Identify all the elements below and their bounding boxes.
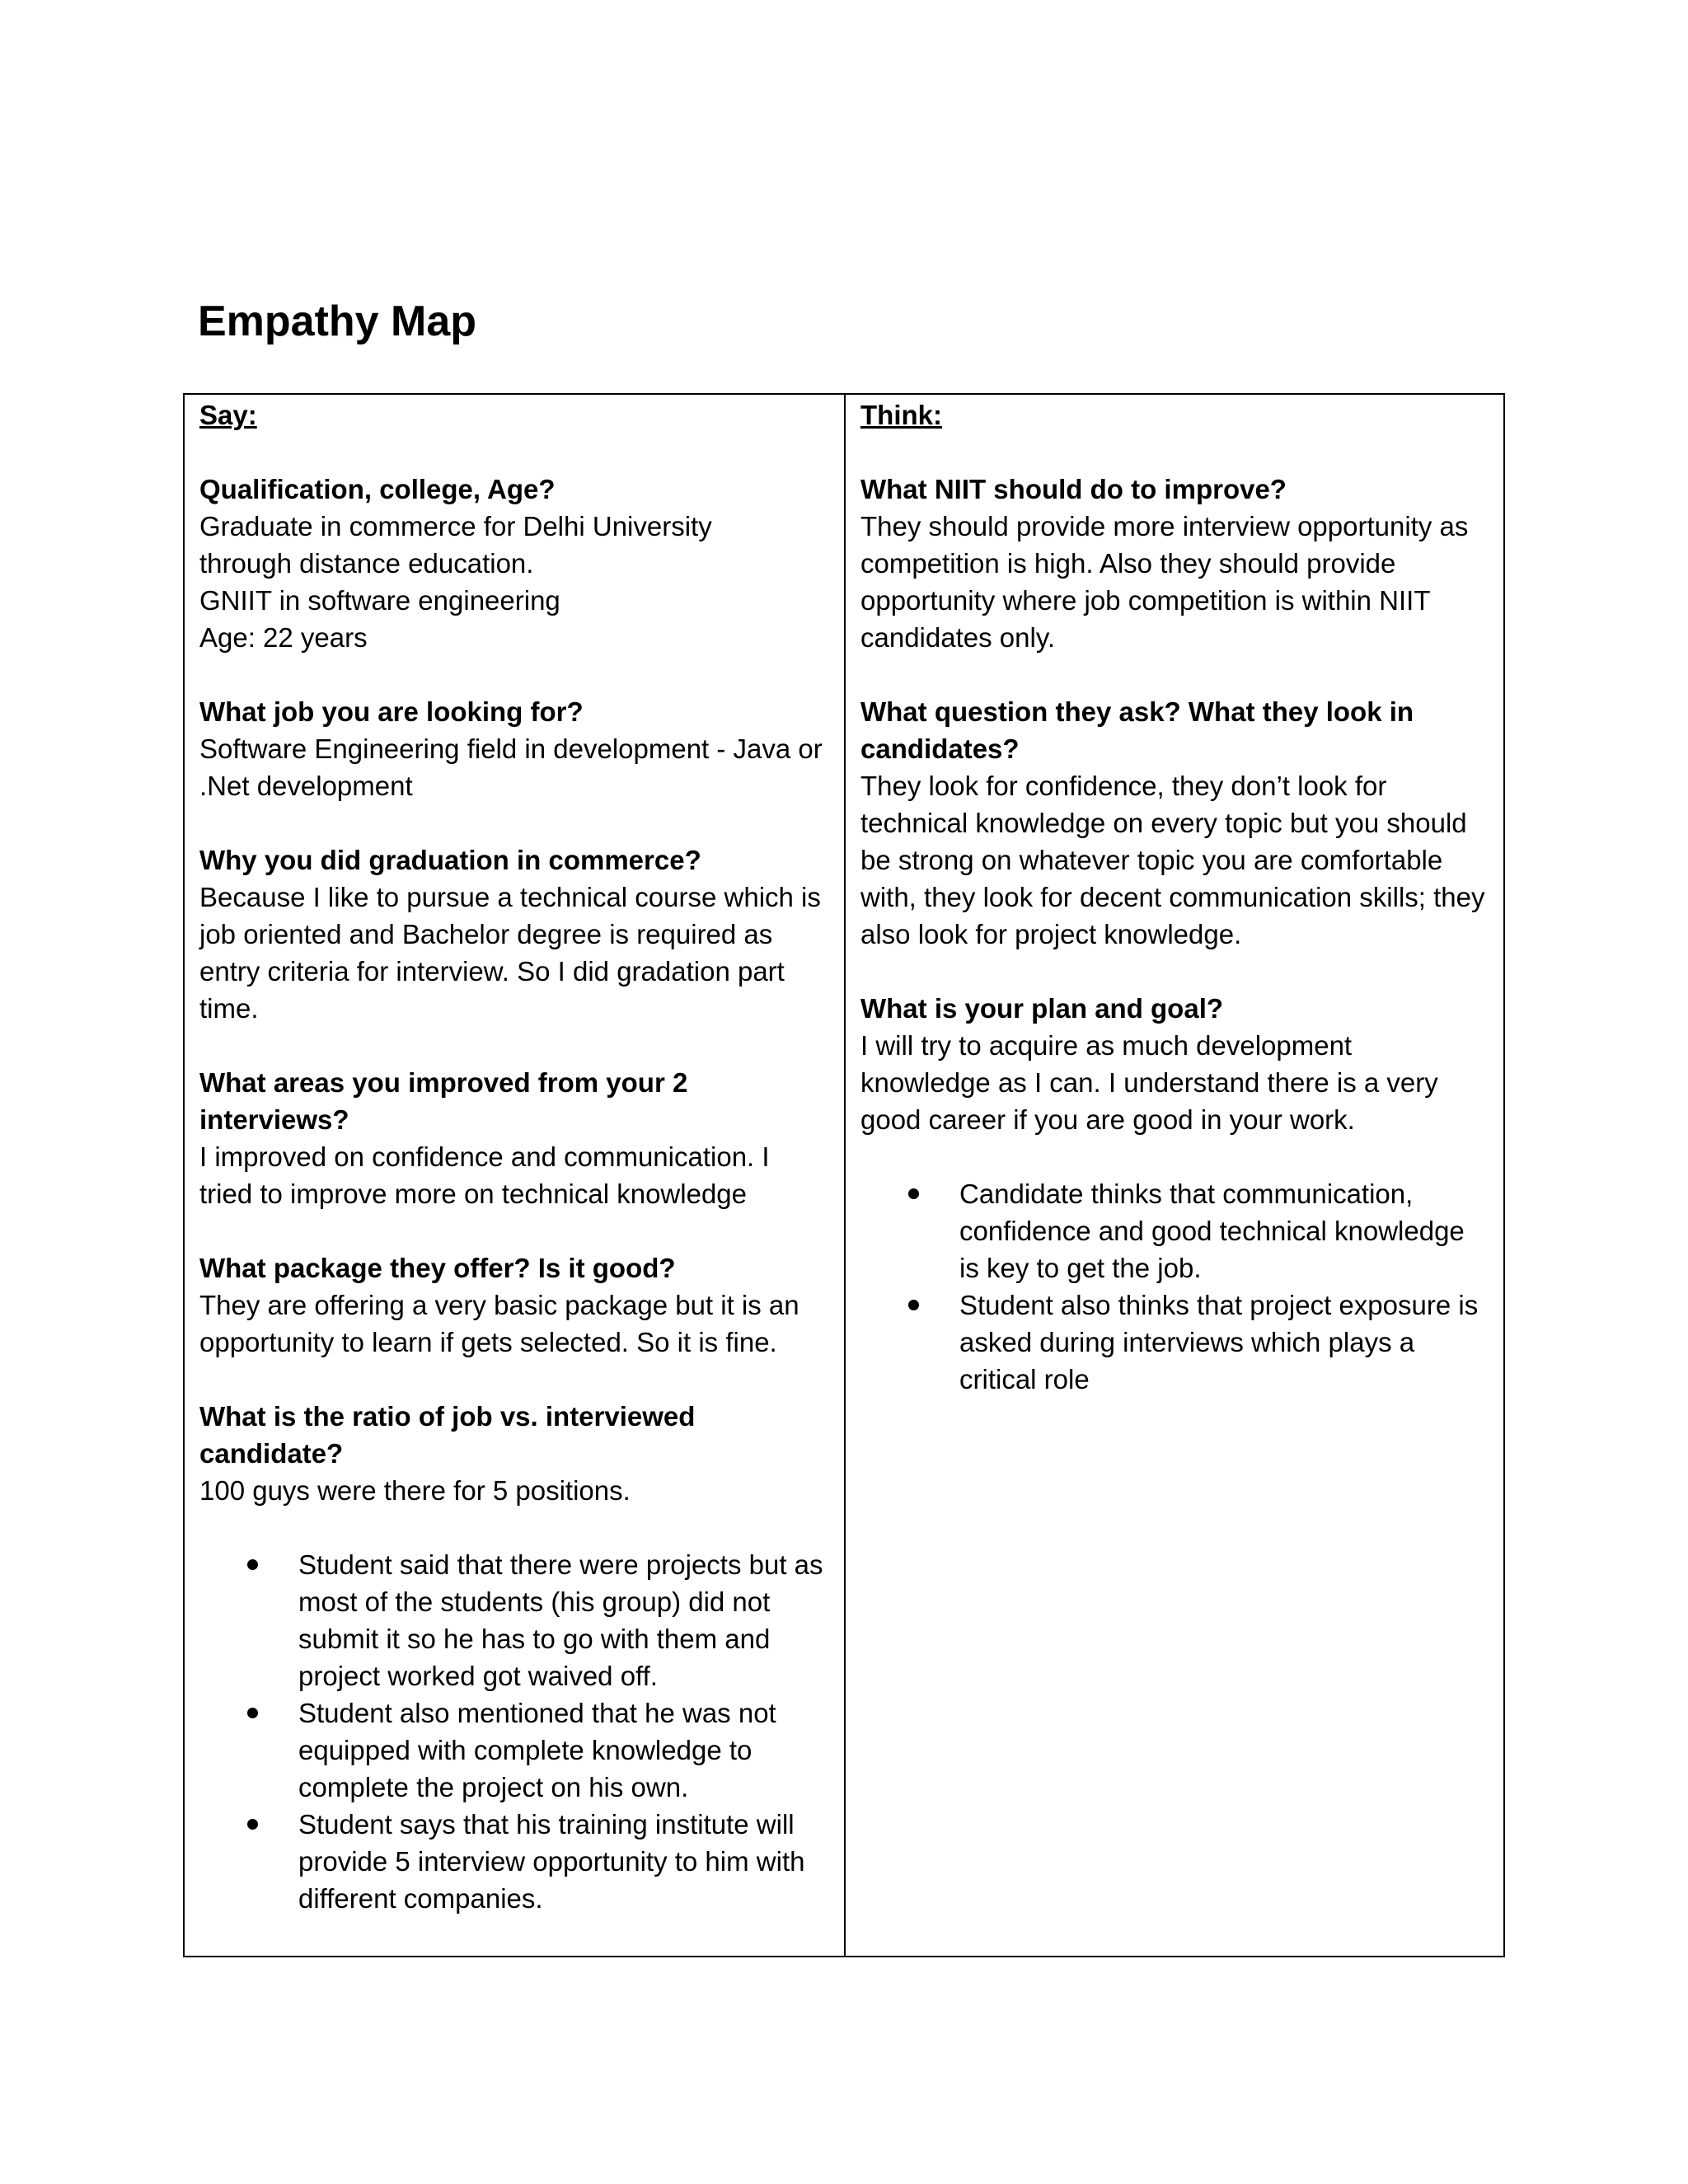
think-bullet-text: Candidate thinks that communication, confidence and good technical knowledge is key to get the job. bbox=[959, 1179, 1465, 1283]
think-answer: I will try to acquire as much development knowledge as I can. I understand there is a very good career if you are good in your work. bbox=[860, 1030, 1438, 1135]
say-answer: Software Engineering field in development - Java or .Net development bbox=[199, 733, 823, 801]
bullet-icon bbox=[908, 1188, 919, 1199]
think-bullet-item bbox=[959, 1286, 1489, 1398]
think-question: What is your plan and goal? bbox=[860, 993, 1224, 1024]
say-bullet-item bbox=[298, 1806, 829, 1917]
think-answer: They should provide more interview opportunity as competition is high. Also they should provide opportunity where job competition is within NIIT candidates only. bbox=[860, 511, 1469, 653]
say-answer: I improved on confidence and communication. I tried to improve more on technical knowledge bbox=[199, 1141, 770, 1209]
empathy-map-table bbox=[183, 393, 1505, 1957]
think-answer: They look for confidence, they don’t look for technical knowledge on every topic but you should be strong on whatever topic you are comfortable with, they look for decent communication skills; they also look for project knowledge. bbox=[860, 771, 1485, 949]
bullet-icon bbox=[908, 1300, 919, 1310]
say-section bbox=[199, 1249, 829, 1361]
bullet-icon bbox=[247, 1819, 258, 1830]
think-column bbox=[844, 395, 1503, 1956]
say-question: Why you did graduation in commerce? bbox=[199, 845, 701, 875]
say-bullet-text: Student says that his training institute will provide 5 interview opportunity to him with different companies. bbox=[298, 1809, 805, 1914]
think-question: What NIIT should do to improve? bbox=[860, 474, 1287, 504]
think-bullet-text: Student also thinks that project exposure is asked during interviews which plays a critical role bbox=[959, 1290, 1479, 1394]
say-question: What areas you improved from your 2 interviews? bbox=[199, 1067, 688, 1135]
bullet-icon bbox=[247, 1708, 258, 1718]
say-section bbox=[199, 471, 829, 656]
say-question: What package they offer? Is it good? bbox=[199, 1253, 676, 1283]
think-heading: Think: bbox=[860, 400, 942, 430]
say-section bbox=[199, 693, 829, 804]
say-question: What job you are looking for? bbox=[199, 696, 584, 727]
say-column bbox=[185, 395, 844, 1956]
think-bullet-list bbox=[860, 1175, 1489, 1398]
think-section bbox=[860, 471, 1489, 656]
say-question: Qualification, college, Age? bbox=[199, 474, 556, 504]
page-title: Empathy Map bbox=[198, 298, 477, 345]
think-section bbox=[860, 693, 1489, 953]
say-section bbox=[199, 841, 829, 1027]
say-bullet-item bbox=[298, 1694, 829, 1806]
say-bullet-text: Student also mentioned that he was not equipped with complete knowledge to complete the project on his own. bbox=[298, 1698, 776, 1802]
think-bullet-item bbox=[959, 1175, 1489, 1286]
say-bullet-text: Student said that there were projects but as most of the students (his group) did not submit it so he has to go with them and project worked got waived off. bbox=[298, 1549, 823, 1691]
say-heading: Say: bbox=[199, 400, 257, 430]
say-question: What is the ratio of job vs. interviewed candidate? bbox=[199, 1401, 696, 1469]
say-answer: Graduate in commerce for Delhi University through distance education. GNIIT in software engineering Age: 22 years bbox=[199, 511, 712, 653]
say-bullet-item bbox=[298, 1546, 829, 1694]
say-answer: They are offering a very basic package but it is an opportunity to learn if gets selected. So it is fine. bbox=[199, 1290, 799, 1357]
say-bullet-list bbox=[199, 1546, 829, 1917]
bullet-icon bbox=[247, 1559, 258, 1570]
think-question: What question they ask? What they look in candidates? bbox=[860, 696, 1414, 764]
say-section bbox=[199, 1398, 829, 1509]
say-answer: Because I like to pursue a technical course which is job oriented and Bachelor degree is required as entry criteria for interview. So I did gradation part time. bbox=[199, 882, 821, 1024]
think-section bbox=[860, 990, 1489, 1138]
say-section bbox=[199, 1064, 829, 1212]
say-answer: 100 guys were there for 5 positions. bbox=[199, 1475, 631, 1506]
